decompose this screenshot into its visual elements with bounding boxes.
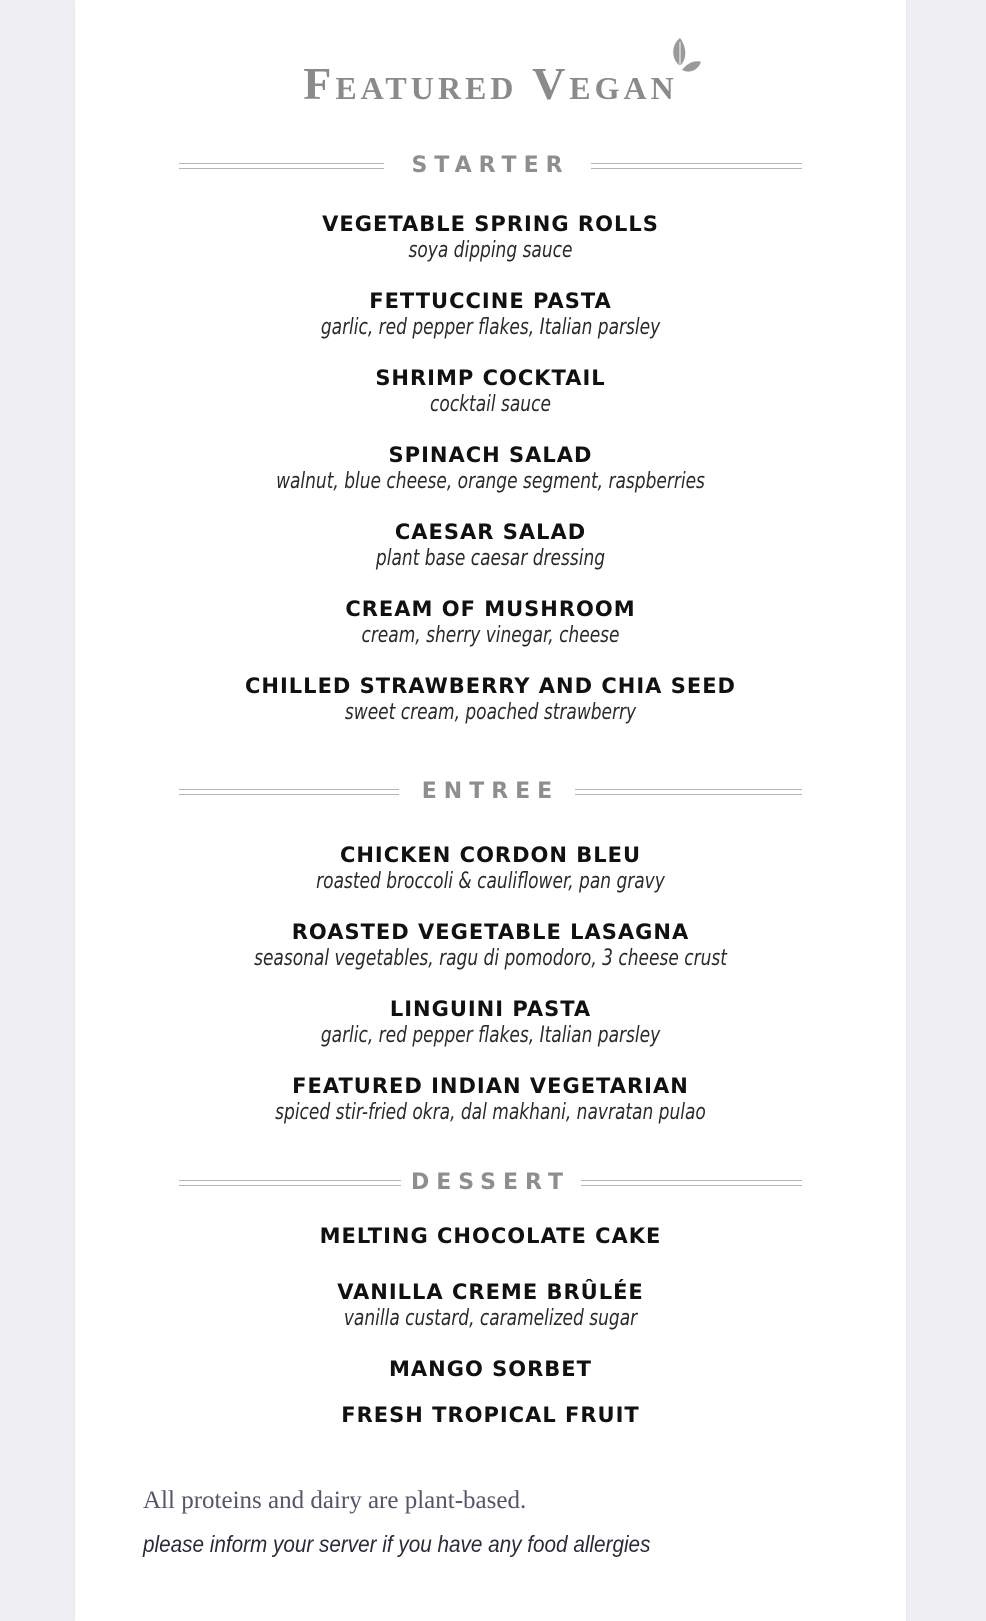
plant-based-note: All proteins and dairy are plant-based. — [143, 1487, 527, 1514]
menu-item — [75, 996, 906, 1050]
section-title-starter: STARTER — [411, 153, 570, 178]
item-description: cream, sherry vinegar, cheese — [361, 623, 620, 648]
item-name: VEGETABLE SPRING ROLLS — [322, 212, 659, 236]
item-name: MANGO SORBET — [389, 1357, 592, 1381]
item-name: SPINACH SALAD — [388, 443, 593, 467]
item-name: LINGUINI PASTA — [389, 997, 592, 1021]
item-name: FEATURED INDIAN VEGETARIAN — [292, 1074, 689, 1098]
item-description: roasted broccoli & cauliflower, pan gravy — [316, 869, 665, 894]
item-description: garlic, red pepper flakes, Italian parsley — [320, 315, 661, 340]
item-name: MELTING CHOCOLATE CAKE — [319, 1224, 662, 1248]
item-description: spiced stir-fried okra, dal makhani, navratan pulao — [275, 1100, 706, 1125]
menu-item — [75, 919, 906, 973]
item-name: FRESH TROPICAL FRUIT — [341, 1403, 640, 1427]
menu-item — [75, 673, 906, 727]
menu-item — [75, 596, 906, 650]
section-entree — [179, 779, 802, 805]
item-name: VANILLA CREME BRÛLÉE — [337, 1280, 644, 1304]
item-name: CHICKEN CORDON BLEU — [339, 843, 642, 867]
item-description: sweet cream, poached strawberry — [344, 700, 637, 725]
menu-item — [75, 288, 906, 342]
item-name: CREAM OF MUSHROOM — [345, 597, 636, 621]
menu-item — [75, 1223, 906, 1249]
item-description: cocktail sauce — [430, 392, 551, 417]
section-title-entree: ENTREE — [421, 779, 560, 804]
menu-item — [75, 842, 906, 896]
menu-item — [75, 1279, 906, 1333]
item-description: seasonal vegetables, ragu di pomodoro, 3 cheese crust — [254, 946, 727, 971]
item-description: plant base caesar dressing — [375, 546, 606, 571]
item-description: garlic, red pepper flakes, Italian parsley — [320, 1023, 661, 1048]
menu-item — [75, 1356, 906, 1382]
leaf-icon — [668, 36, 702, 76]
menu-item — [75, 442, 906, 496]
menu-item — [75, 519, 906, 573]
item-name: ROASTED VEGETABLE LASAGNA — [291, 920, 690, 944]
item-description: soya dipping sauce — [408, 238, 573, 263]
item-name: FETTUCCINE PASTA — [369, 289, 612, 313]
menu-item — [75, 1402, 906, 1428]
section-title-dessert: DESSERT — [411, 1170, 570, 1195]
menu-item — [75, 1073, 906, 1127]
item-description: vanilla custard, caramelized sugar — [343, 1306, 638, 1331]
allergy-note: please inform your server if you have any food allergies — [143, 1531, 651, 1557]
item-name: CHILLED STRAWBERRY AND CHIA SEED — [245, 674, 736, 698]
item-name: SHRIMP COCKTAIL — [375, 366, 606, 390]
section-dessert — [179, 1170, 802, 1196]
menu-header — [75, 58, 906, 110]
menu-item — [75, 365, 906, 419]
section-starter — [179, 153, 802, 179]
menu-item — [75, 211, 906, 265]
menu-title-text: Featured Vegan — [303, 58, 678, 109]
menu-title — [303, 58, 678, 110]
item-description: walnut, blue cheese, orange segment, raspberries — [276, 469, 705, 494]
item-name: CAESAR SALAD — [394, 520, 587, 544]
menu-page — [75, 0, 906, 1621]
